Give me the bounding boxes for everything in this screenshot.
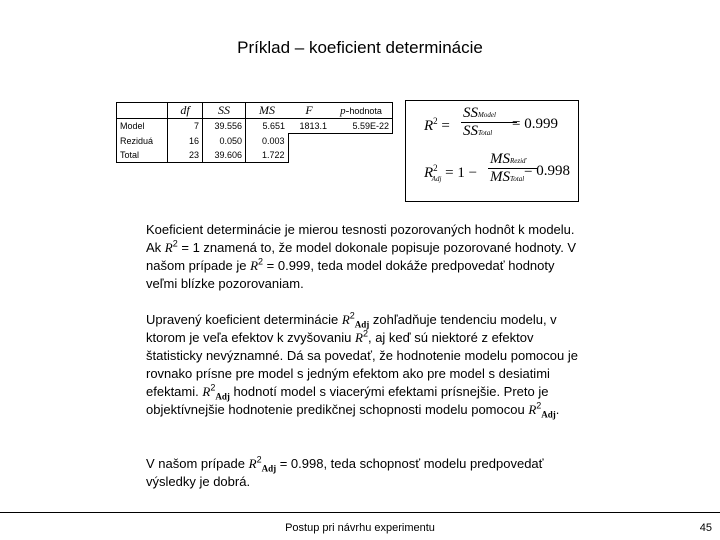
cell-df: 7	[168, 119, 203, 134]
paragraph-2: Upravený koeficient determinácie $R^2_{Adj}$ zohľadňuje tendenciu modelu, v ktorom je veľa efektov k zvyšovaniu $R^2$, aj keď sú niektoré z efektov štatisticky nevýznamné. Dá sa povedať, že hodnotenie modelu pomocou je rovnako prísne pre model s jedným efektom ako pre model s desiatimi efektami. $R^2_{Adj}$ hodnotí model s viacerými efektami prísnejšie. Preto je objektívnejšie hodnotenie predikčnej schopnosti modelu pomocou $R^2_{Adj}$.	[146, 310, 578, 420]
cell-ms: 1.722	[246, 148, 289, 163]
cell-p	[330, 148, 393, 163]
cell-f	[288, 148, 330, 163]
cell-p	[330, 134, 393, 149]
anova-table	[116, 102, 393, 163]
cell-ms: 0.003	[246, 134, 289, 149]
header-empty	[117, 103, 168, 119]
header-f: F	[288, 103, 330, 119]
adj-result: = 0.998	[524, 163, 570, 179]
table-row	[117, 119, 393, 134]
cell-label: Total	[117, 148, 168, 163]
table-row	[117, 134, 393, 149]
header-hodnota: hodnota	[349, 105, 382, 116]
paragraph-1: Koeficient determinácie je mierou tesnosti pozorovaných hodnôt k modelu. Ak $R^2 = 1$ znamená to, že model dokonale popisuje pozorované hodnoty. V našom prípade je $R^2 = 0.999$, teda model dokáže predpovedať hodnoty veľmi blízke pozorovaniam.	[146, 222, 577, 291]
header-ss: SS	[203, 103, 246, 119]
cell-label: Model	[117, 119, 168, 134]
r2-lhs: $R^2$ =	[424, 116, 450, 134]
cell-df: 23	[168, 148, 203, 163]
cell-ss: 39.606	[203, 148, 246, 163]
cell-ss: 39.556	[203, 119, 246, 134]
footer-text: Postup pri návrhu experimentu	[285, 522, 435, 534]
table-header-row	[117, 103, 393, 119]
r2-result: = 0.999	[512, 116, 558, 132]
cell-p: 5.59E-22	[330, 119, 393, 134]
page-number: 45	[699, 522, 712, 534]
r2-fraction: SSModel SSTotal	[461, 105, 517, 140]
adj-lhs: $R^2_{Adj} = 1$ −	[424, 163, 478, 183]
header-p-value	[330, 103, 393, 119]
cell-f: 1813.1	[299, 121, 327, 131]
table-row	[117, 148, 393, 163]
header-p: p-	[340, 104, 350, 117]
cell-ms: 5.651	[246, 119, 289, 134]
footer-divider	[0, 512, 720, 513]
cell-ss: 0.050	[203, 134, 246, 149]
header-ms: MS	[246, 103, 289, 119]
slide-title: Príklad – koeficient determinácie	[237, 38, 483, 57]
cell-f	[288, 134, 330, 149]
header-df: df	[168, 103, 203, 119]
formula-box	[405, 100, 579, 202]
cell-label: Reziduá	[117, 134, 168, 149]
cell-df: 16	[168, 134, 203, 149]
adj-fraction: MSReziď MSTotal	[488, 151, 538, 186]
paragraph-3: V našom prípade $R^2_{Adj} = 0.998$, teda schopnosť modelu predpovedať výsledky je dobrá.	[146, 454, 544, 489]
